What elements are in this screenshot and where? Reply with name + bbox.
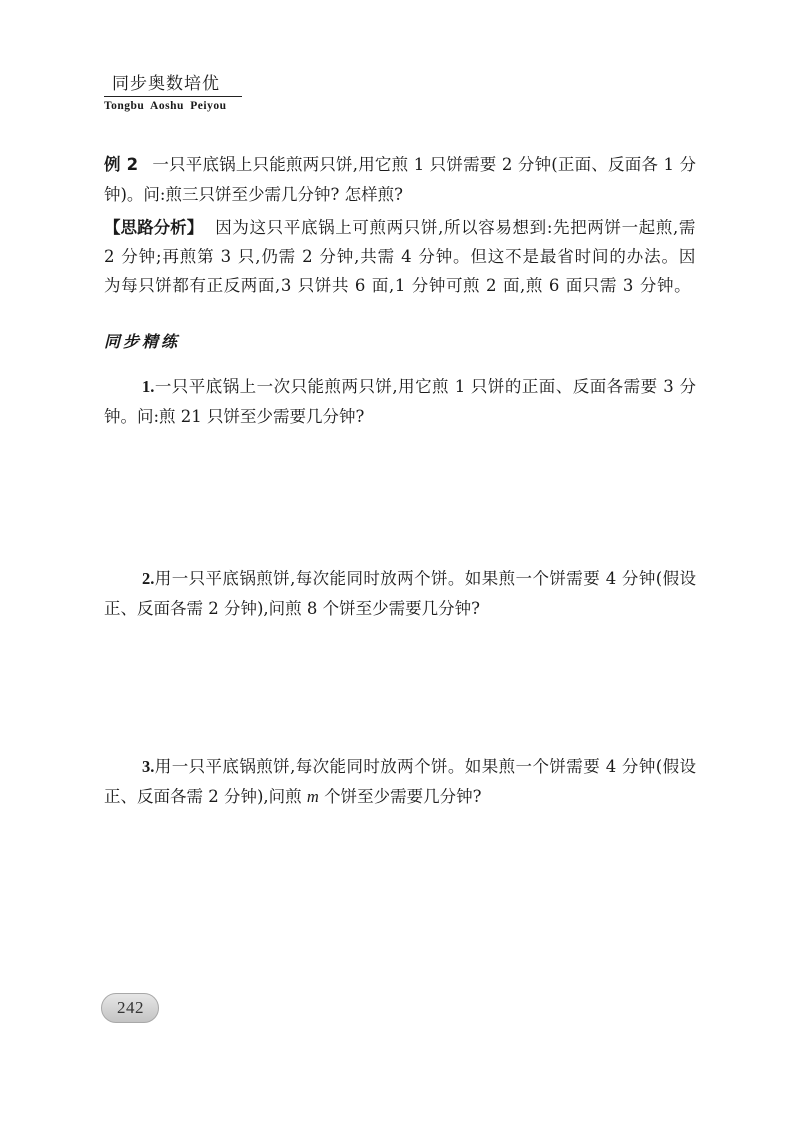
math-variable: m — [306, 787, 319, 806]
exercise-number: 2. — [142, 569, 155, 588]
book-subtitle: Tongbu Aoshu Peiyou — [104, 100, 227, 112]
page-content — [104, 150, 696, 812]
exercise-2 — [104, 564, 696, 624]
analysis-label: 【思路分析】 — [104, 218, 204, 237]
exercise-1 — [104, 372, 696, 432]
example-label: 例 2 — [104, 155, 139, 174]
example-block — [104, 150, 696, 210]
exercise-text-start: 用一只平底锅煎饼,每次能同时放两个饼。如果煎一个饼需要 4 分钟(假设正、反面各需 2 分钟),问煎 — [104, 757, 696, 806]
exercise-number: 3. — [142, 757, 155, 776]
exercise-text: 一只平底锅上一次只能煎两只饼,用它煎 1 只饼的正面、反面各需要 3 分钟。问:煎 21 只饼至少需要几分钟? — [104, 377, 696, 426]
exercise-3 — [104, 752, 696, 812]
exercise-text: 用一只平底锅煎饼,每次能同时放两个饼。如果煎一个饼需要 4 分钟(假设正、反面各需 2 分钟),问煎 8 个饼至少需要几分钟? — [104, 569, 696, 618]
page-number-badge — [101, 993, 159, 1023]
header-rule — [104, 96, 242, 97]
analysis-block — [104, 213, 696, 300]
running-header — [104, 74, 244, 112]
section-title: 同步精练 — [104, 332, 181, 351]
page-number: 242 — [117, 998, 144, 1017]
exercise-text-end: 个饼至少需要几分钟? — [318, 787, 482, 806]
example-text: 一只平底锅上只能煎两只饼,用它煎 1 只饼需要 2 分钟(正面、反面各 1 分钟)。问:煎三只饼至少需几分钟? 怎样煎? — [104, 155, 696, 204]
exercise-number: 1. — [142, 377, 155, 396]
analysis-text: 因为这只平底锅上可煎两只饼,所以容易想到:先把两饼一起煎,需 2 分钟;再煎第 3 只,仍需 2 分钟,共需 4 分钟。但这不是最省时间的办法。因为每只饼都有正反两面,3 只饼共 6 面,1 分钟可煎 2 面,煎 6 面只需 3 分钟。 — [104, 218, 696, 295]
book-title: 同步奥数培优 — [112, 74, 220, 94]
